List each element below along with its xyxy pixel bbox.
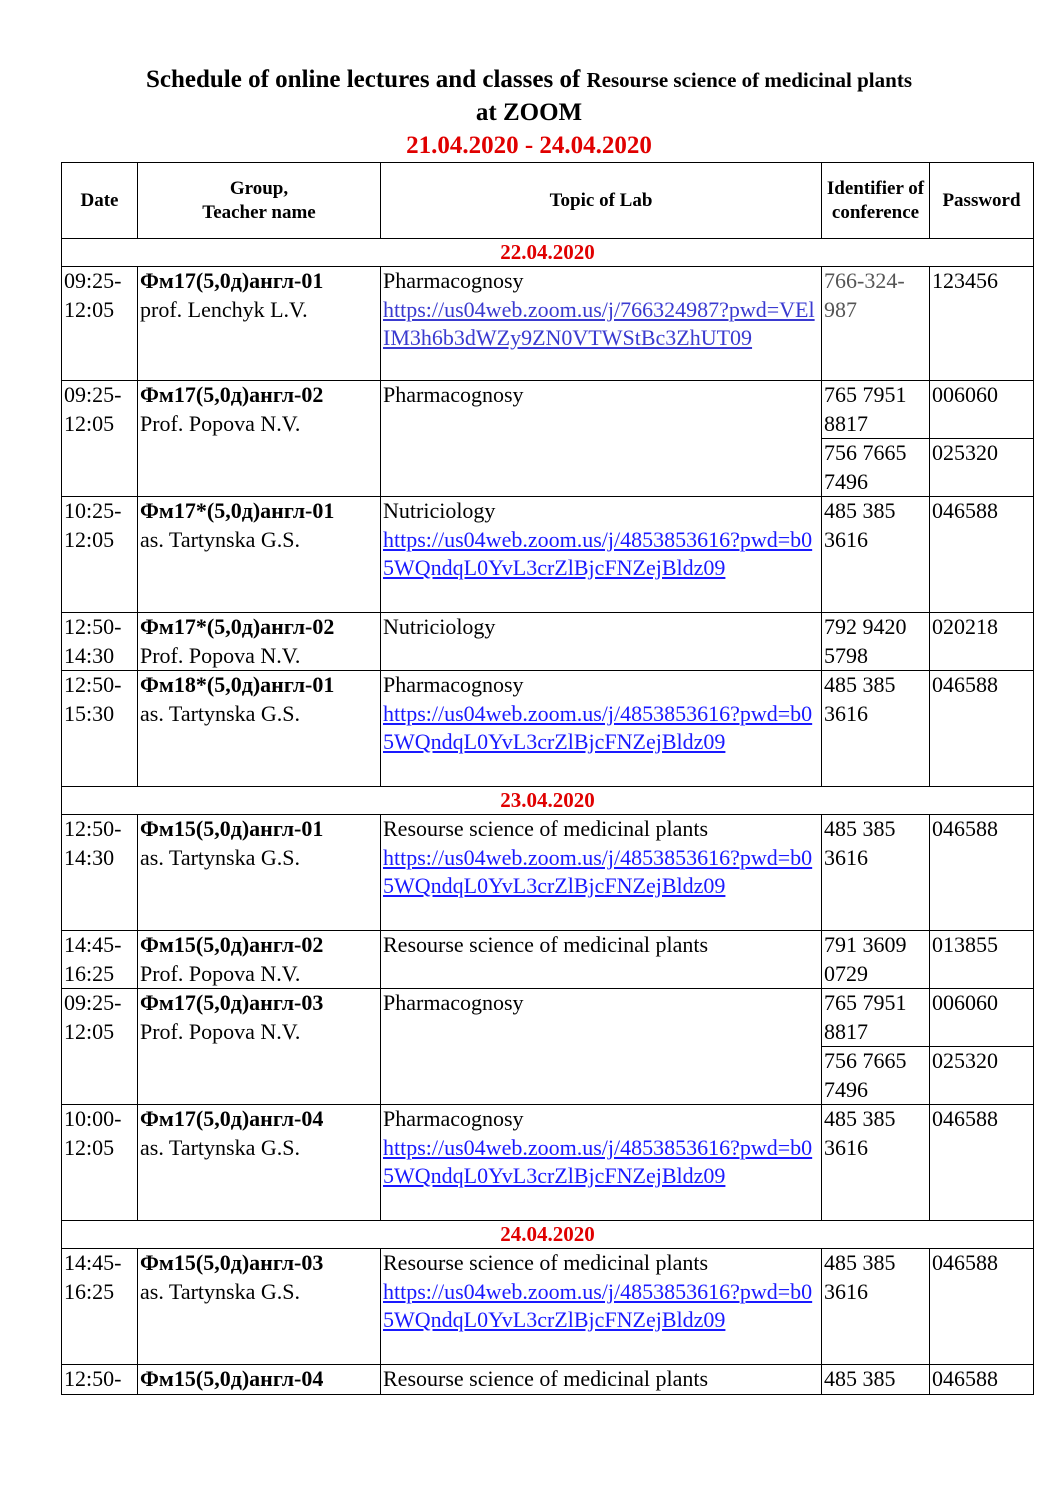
topic-cell	[381, 815, 822, 931]
col-header-group	[138, 163, 381, 239]
group-name: Фм15(5,0д)англ-04	[140, 1366, 324, 1391]
password: 046588	[930, 1365, 1034, 1395]
conference-id: 485 385 3616	[822, 671, 930, 787]
group-cell	[138, 815, 381, 931]
conference-id: 485 385	[822, 1365, 930, 1395]
time-cell: 10:25-12:05	[62, 497, 138, 613]
conference-id: 765 7951 8817	[822, 989, 930, 1047]
table-row	[62, 989, 1034, 1047]
group-name: Фм15(5,0д)англ-01	[140, 816, 324, 841]
col-header-group-1: Group,	[229, 177, 289, 199]
col-header-date: Date	[62, 163, 138, 239]
topic-name: Resourse science of medicinal plants	[383, 1366, 709, 1391]
table-row	[62, 815, 1034, 931]
zoom-link[interactable]: https://us04web.zoom.us/j/4853853616?pwd=b05WQndqL0YvL3crZlBjcFNZejBldz09	[383, 700, 813, 754]
group-name: Фм17(5,0д)англ-02	[140, 382, 324, 407]
group-name: Фм17(5,0д)англ-04	[140, 1106, 324, 1131]
password: 046588	[930, 815, 1034, 931]
col-header-identifier: Identifier of conference	[822, 163, 930, 239]
table-row	[62, 613, 1034, 671]
teacher-name: Prof. Popova N.V.	[140, 642, 301, 668]
table-row	[62, 931, 1034, 989]
conference-id: 485 385 3616	[822, 815, 930, 931]
title-line1-a: Schedule of online lectures and classes of	[146, 66, 587, 93]
page-title	[0, 66, 1058, 94]
schedule-table	[61, 162, 1034, 1395]
topic-name: Pharmacognosy	[383, 990, 524, 1015]
time-cell: 12:50-14:30	[62, 613, 138, 671]
zoom-link[interactable]: https://us04web.zoom.us/j/4853853616?pwd=b05WQndqL0YvL3crZlBjcFNZejBldz09	[383, 844, 813, 898]
time-cell: 09:25-12:05	[62, 267, 138, 381]
table-row	[62, 381, 1034, 439]
conference-id: 791 3609 0729	[822, 931, 930, 989]
time-cell: 12:50-15:30	[62, 671, 138, 787]
group-cell	[138, 1365, 381, 1395]
zoom-link[interactable]: https://us04web.zoom.us/j/766324987?pwd=VElIM3h6b3dWZy9ZN0VTWStBc3ZhUT09	[383, 296, 815, 350]
group-cell	[138, 989, 381, 1105]
teacher-name: as. Tartynska G.S.	[140, 700, 300, 726]
password: 046588	[930, 497, 1034, 613]
col-header-topic: Topic of Lab	[381, 163, 822, 239]
date-row	[62, 787, 1034, 815]
group-cell	[138, 1249, 381, 1365]
conference-id: 756 7665 7496	[822, 439, 930, 497]
teacher-name: Prof. Popova N.V.	[140, 1018, 301, 1044]
zoom-link[interactable]: https://us04web.zoom.us/j/4853853616?pwd=b05WQndqL0YvL3crZlBjcFNZejBldz09	[383, 1278, 813, 1332]
topic-cell	[381, 1249, 822, 1365]
topic-name: Nutriciology	[383, 498, 496, 523]
topic-cell	[381, 931, 822, 989]
password: 046588	[930, 1105, 1034, 1221]
time-cell: 09:25-12:05	[62, 989, 138, 1105]
date-row	[62, 1221, 1034, 1249]
table-row	[62, 1249, 1034, 1365]
group-name: Фм17*(5,0д)англ-02	[140, 614, 335, 639]
time-cell: 10:00-12:05	[62, 1105, 138, 1221]
time-cell: 12:50-14:30	[62, 815, 138, 931]
topic-name: Pharmacognosy	[383, 672, 524, 697]
table-row	[62, 1365, 1034, 1395]
conference-id: 485 385 3616	[822, 497, 930, 613]
topic-name: Pharmacognosy	[383, 268, 524, 293]
topic-cell	[381, 267, 822, 381]
password: 020218	[930, 613, 1034, 671]
group-cell	[138, 1105, 381, 1221]
password: 006060	[930, 989, 1034, 1047]
group-name: Фм18*(5,0д)англ-01	[140, 672, 335, 697]
table-row	[62, 267, 1034, 381]
group-name: Фм15(5,0д)англ-02	[140, 932, 324, 957]
topic-cell	[381, 989, 822, 1105]
group-cell	[138, 267, 381, 381]
table-row	[62, 671, 1034, 787]
topic-name: Resourse science of medicinal plants	[383, 1250, 709, 1275]
col-header-group-2: Teacher name	[202, 201, 316, 223]
password: 006060	[930, 381, 1034, 439]
topic-cell	[381, 497, 822, 613]
teacher-name: Prof. Popova N.V.	[140, 410, 301, 436]
teacher-name: as. Tartynska G.S.	[140, 1278, 300, 1304]
conference-id: 485 385 3616	[822, 1249, 930, 1365]
topic-name: Nutriciology	[383, 614, 496, 639]
password: 123456	[930, 267, 1034, 381]
conference-id: 756 7665 7496	[822, 1047, 930, 1105]
group-cell	[138, 931, 381, 989]
topic-name: Pharmacognosy	[383, 382, 524, 407]
password: 013855	[930, 931, 1034, 989]
teacher-name: Prof. Popova N.V.	[140, 960, 301, 986]
date-heading: 24.04.2020	[62, 1221, 1034, 1249]
group-name: Фм17*(5,0д)англ-01	[140, 498, 335, 523]
conference-id: 485 385 3616	[822, 1105, 930, 1221]
topic-name: Pharmacognosy	[383, 1106, 524, 1131]
password: 046588	[930, 671, 1034, 787]
col-header-password: Password	[930, 163, 1034, 239]
title-line2: at ZOOM	[475, 99, 583, 126]
group-cell	[138, 497, 381, 613]
time-cell: 09:25-12:05	[62, 381, 138, 497]
teacher-name: as. Tartynska G.S.	[140, 526, 300, 552]
date-row	[62, 239, 1034, 267]
teacher-name: prof. Lenchyk L.V.	[140, 296, 308, 322]
title-line1-b: Resourse science of medicinal plants	[586, 68, 912, 92]
topic-cell	[381, 381, 822, 497]
topic-cell	[381, 671, 822, 787]
group-name: Фм17(5,0д)англ-01	[140, 268, 324, 293]
time-cell: 12:50-	[62, 1365, 138, 1395]
title-date-range: 21.04.2020 - 24.04.2020	[406, 132, 652, 159]
password: 046588	[930, 1249, 1034, 1365]
date-heading: 22.04.2020	[62, 239, 1034, 267]
time-cell: 14:45-16:25	[62, 931, 138, 989]
topic-cell	[381, 1365, 822, 1395]
conference-id: 765 7951 8817	[822, 381, 930, 439]
topic-cell	[381, 613, 822, 671]
table-row	[62, 497, 1034, 613]
group-name: Фм15(5,0д)англ-03	[140, 1250, 324, 1275]
group-cell	[138, 381, 381, 497]
group-cell	[138, 613, 381, 671]
password: 025320	[930, 1047, 1034, 1105]
conference-id: 792 9420 5798	[822, 613, 930, 671]
topic-cell	[381, 1105, 822, 1221]
zoom-link[interactable]: https://us04web.zoom.us/j/4853853616?pwd=b05WQndqL0YvL3crZlBjcFNZejBldz09	[383, 526, 813, 580]
group-name: Фм17(5,0д)англ-03	[140, 990, 324, 1015]
teacher-name: as. Tartynska G.S.	[140, 844, 300, 870]
table-row	[62, 1105, 1034, 1221]
header-row	[62, 163, 1034, 239]
conference-id: 766-324-987	[822, 267, 930, 381]
time-cell: 14:45-16:25	[62, 1249, 138, 1365]
password: 025320	[930, 439, 1034, 497]
topic-name: Resourse science of medicinal plants	[383, 932, 709, 957]
zoom-link[interactable]: https://us04web.zoom.us/j/4853853616?pwd=b05WQndqL0YvL3crZlBjcFNZejBldz09	[383, 1134, 813, 1188]
date-heading: 23.04.2020	[62, 787, 1034, 815]
topic-name: Resourse science of medicinal plants	[383, 816, 709, 841]
teacher-name: as. Tartynska G.S.	[140, 1134, 300, 1160]
group-cell	[138, 671, 381, 787]
